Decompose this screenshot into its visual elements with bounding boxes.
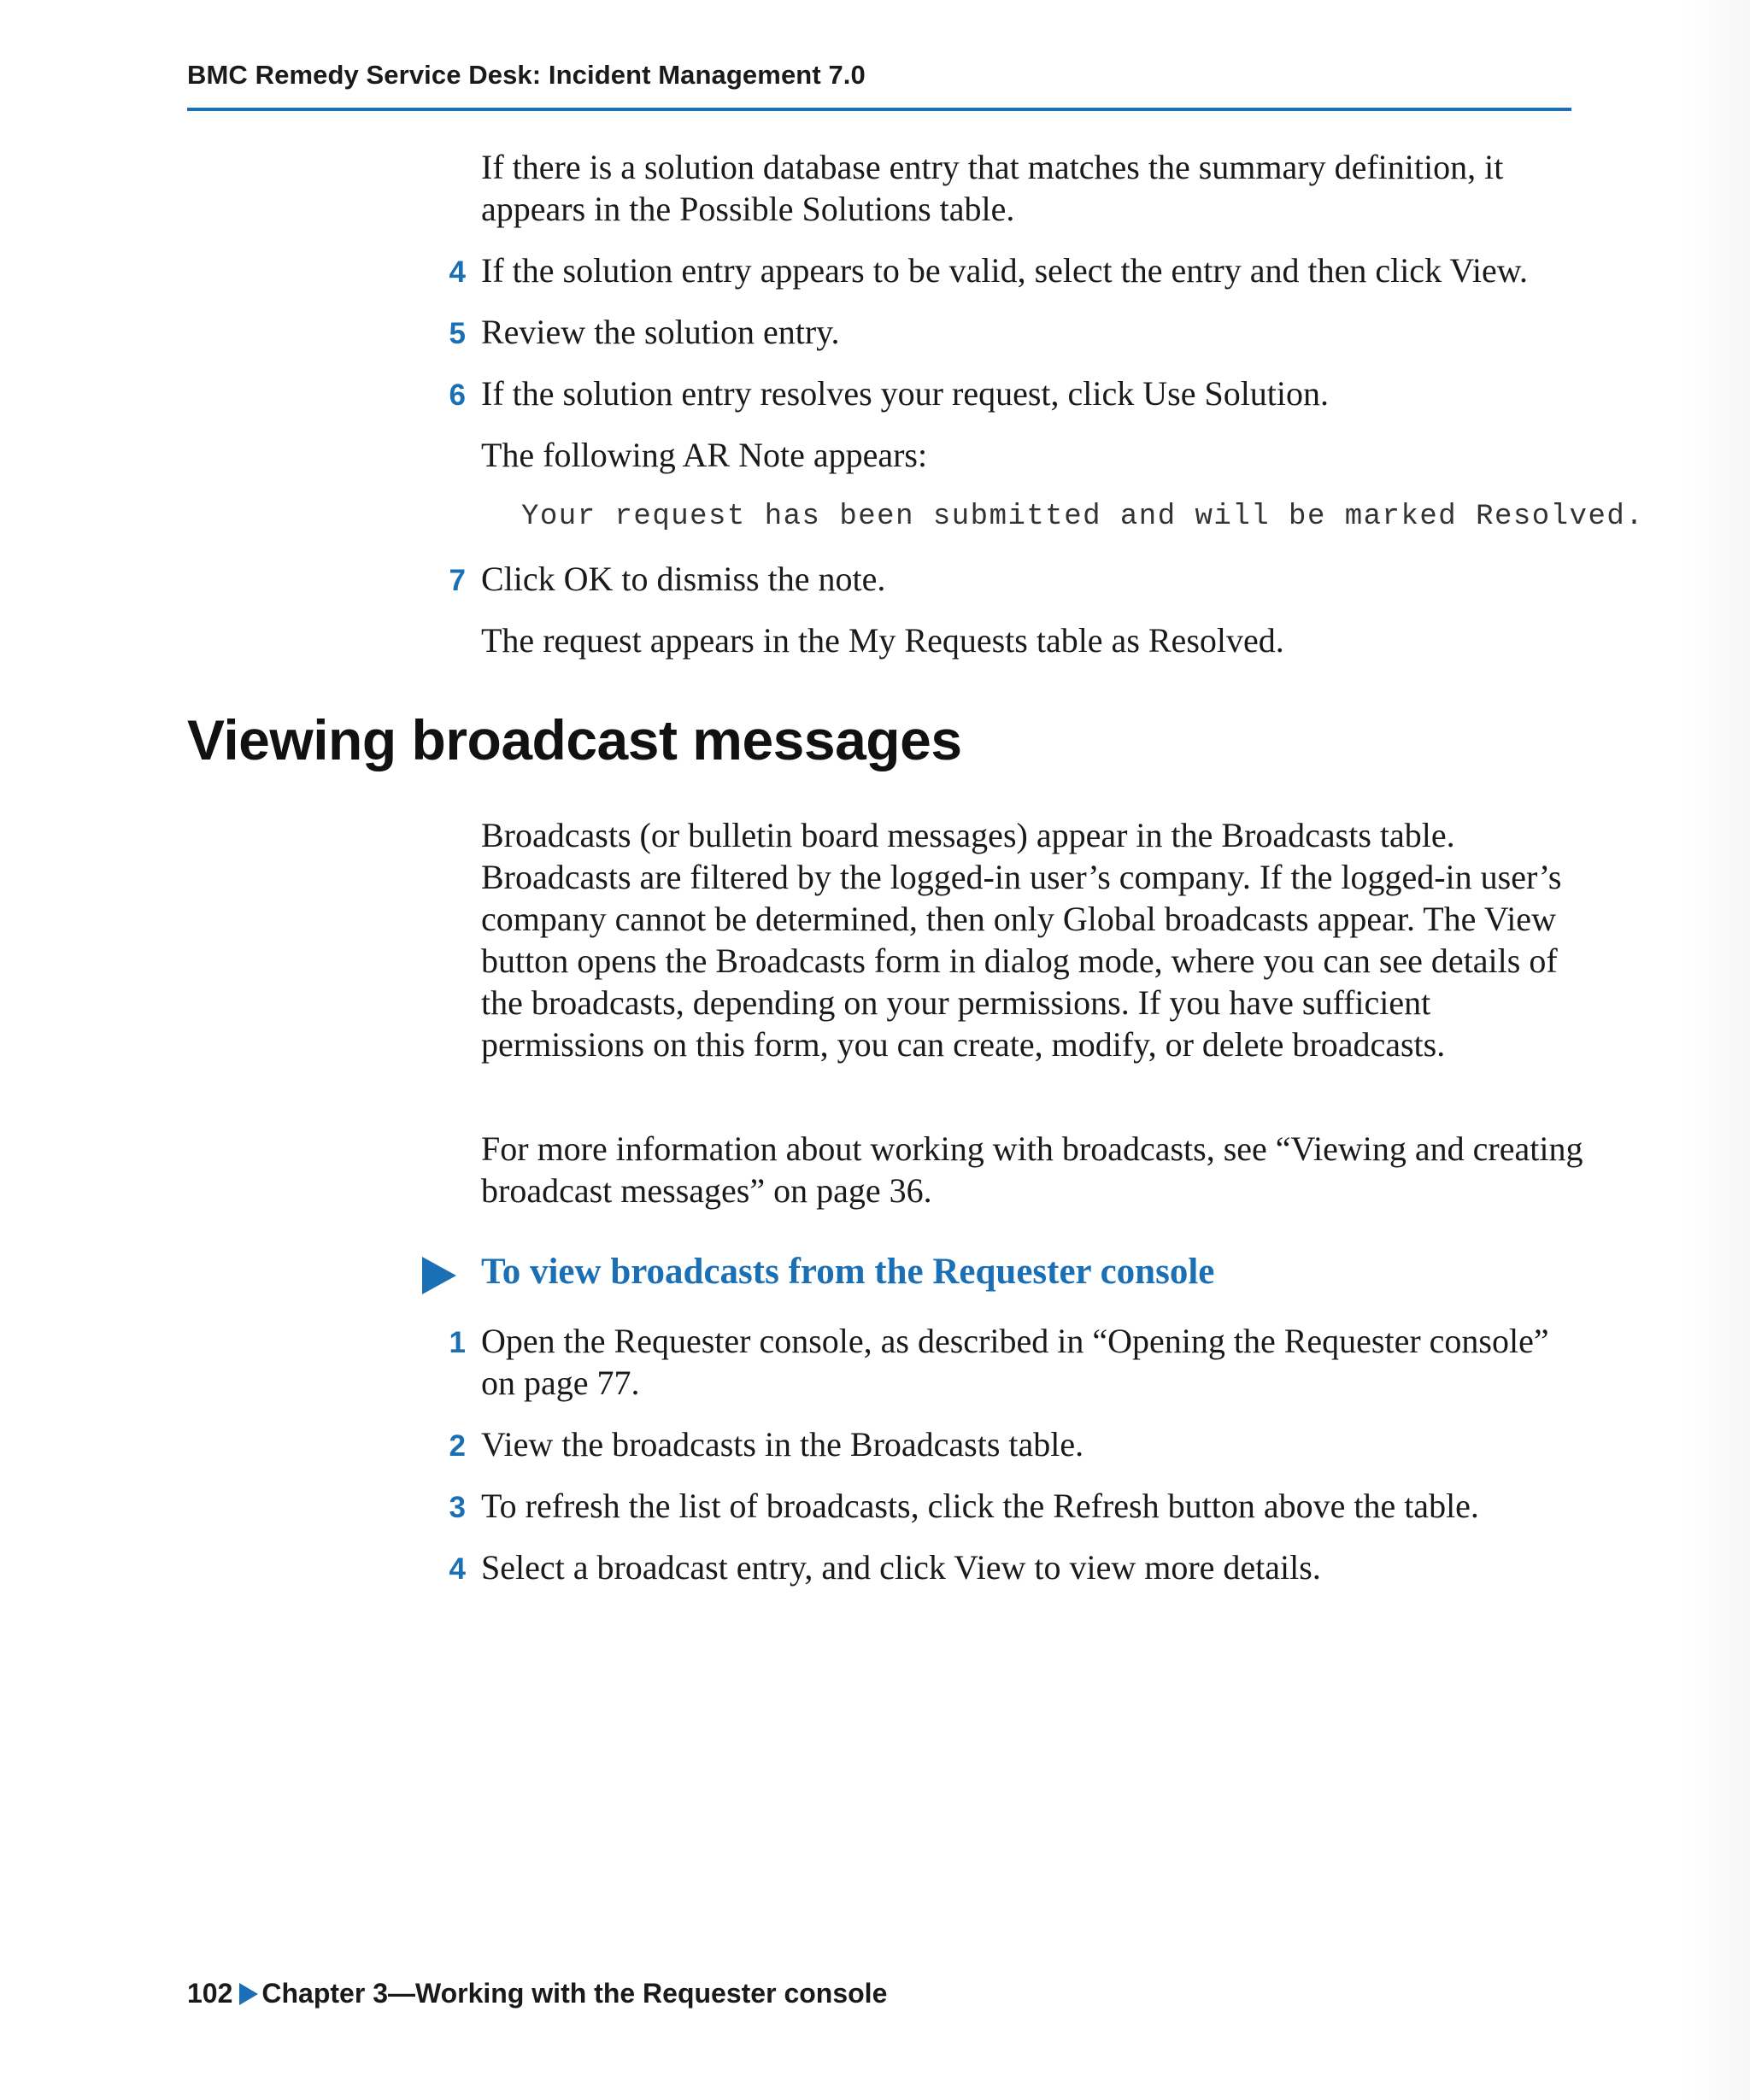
step-text: If the solution entry resolves your request, click Use Solution. [481, 374, 1330, 413]
page-edge-shade [1683, 0, 1750, 2100]
section-paragraph: Broadcasts (or bulletin board messages) appear in the Broadcasts table. Broadcasts are filtered by the logged-in user’s company. If the logged-in user’s company cannot be determined, then only Global broadcasts appear. The View button opens the Broadcasts form in dialog mode, where you can see details of the broadcasts, depending on your permissions. If you have sufficient permissions on this form, you can create, modify, or delete broadcasts. [481, 816, 1562, 1064]
step-number: 3 [449, 1491, 466, 1524]
intro-paragraph: If there is a solution database entry that matches the summary definition, it appears in the Possible Solutions table. [481, 148, 1504, 228]
note-intro: The following AR Note appears: [481, 436, 928, 474]
section-heading: Viewing broadcast messages [187, 708, 962, 771]
step-number: 1 [449, 1326, 466, 1359]
procedure-step [449, 1546, 1583, 1588]
procedure-heading: To view broadcasts from the Requester console [481, 1252, 1215, 1292]
step-number: 2 [449, 1429, 466, 1463]
page-footer [187, 1978, 887, 2009]
procedure-step [449, 1320, 1583, 1404]
procedure-step [449, 1423, 1583, 1465]
step-number: 5 [449, 317, 466, 350]
step-number: 7 [449, 564, 466, 597]
header-rule [187, 108, 1571, 111]
step-result: The request appears in the My Requests table as Resolved. [481, 621, 1284, 660]
step-text: Review the solution entry. [481, 313, 840, 351]
step-number: 4 [449, 1552, 466, 1586]
ar-note-code: Your request has been submitted and will be marked Resolved. [521, 501, 1645, 533]
step-text: If the solution entry appears to be valid, select the entry and then click View. [481, 251, 1528, 290]
step-item [449, 372, 1583, 414]
step-text: Click OK to dismiss the note. [481, 560, 886, 598]
step-number: 6 [449, 378, 466, 412]
procedure-step [449, 1485, 1583, 1527]
step-item [449, 558, 1583, 600]
step-number: 4 [449, 255, 466, 289]
section-paragraph-more-info: For more information about working with broadcasts, see “Viewing and creating broadcast messages” on page 36. [481, 1129, 1583, 1210]
step-text: To refresh the list of broadcasts, click the Refresh button above the table. [481, 1487, 1479, 1525]
step-text: View the broadcasts in the Broadcasts table. [481, 1425, 1084, 1464]
step-item [449, 249, 1583, 291]
procedure-arrow-icon [422, 1257, 456, 1294]
running-header: BMC Remedy Service Desk: Incident Management 7.0 [187, 60, 866, 90]
page-number: 102 [187, 1978, 233, 2009]
step-text: Select a broadcast entry, and click View to view more details. [481, 1548, 1321, 1587]
step-text: Open the Requester console, as described in “Opening the Requester console” on page 77. [481, 1322, 1549, 1402]
chapter-title: Chapter 3—Working with the Requester console [261, 1978, 888, 2009]
step-item [449, 311, 1583, 353]
footer-arrow-icon [239, 1983, 258, 2005]
